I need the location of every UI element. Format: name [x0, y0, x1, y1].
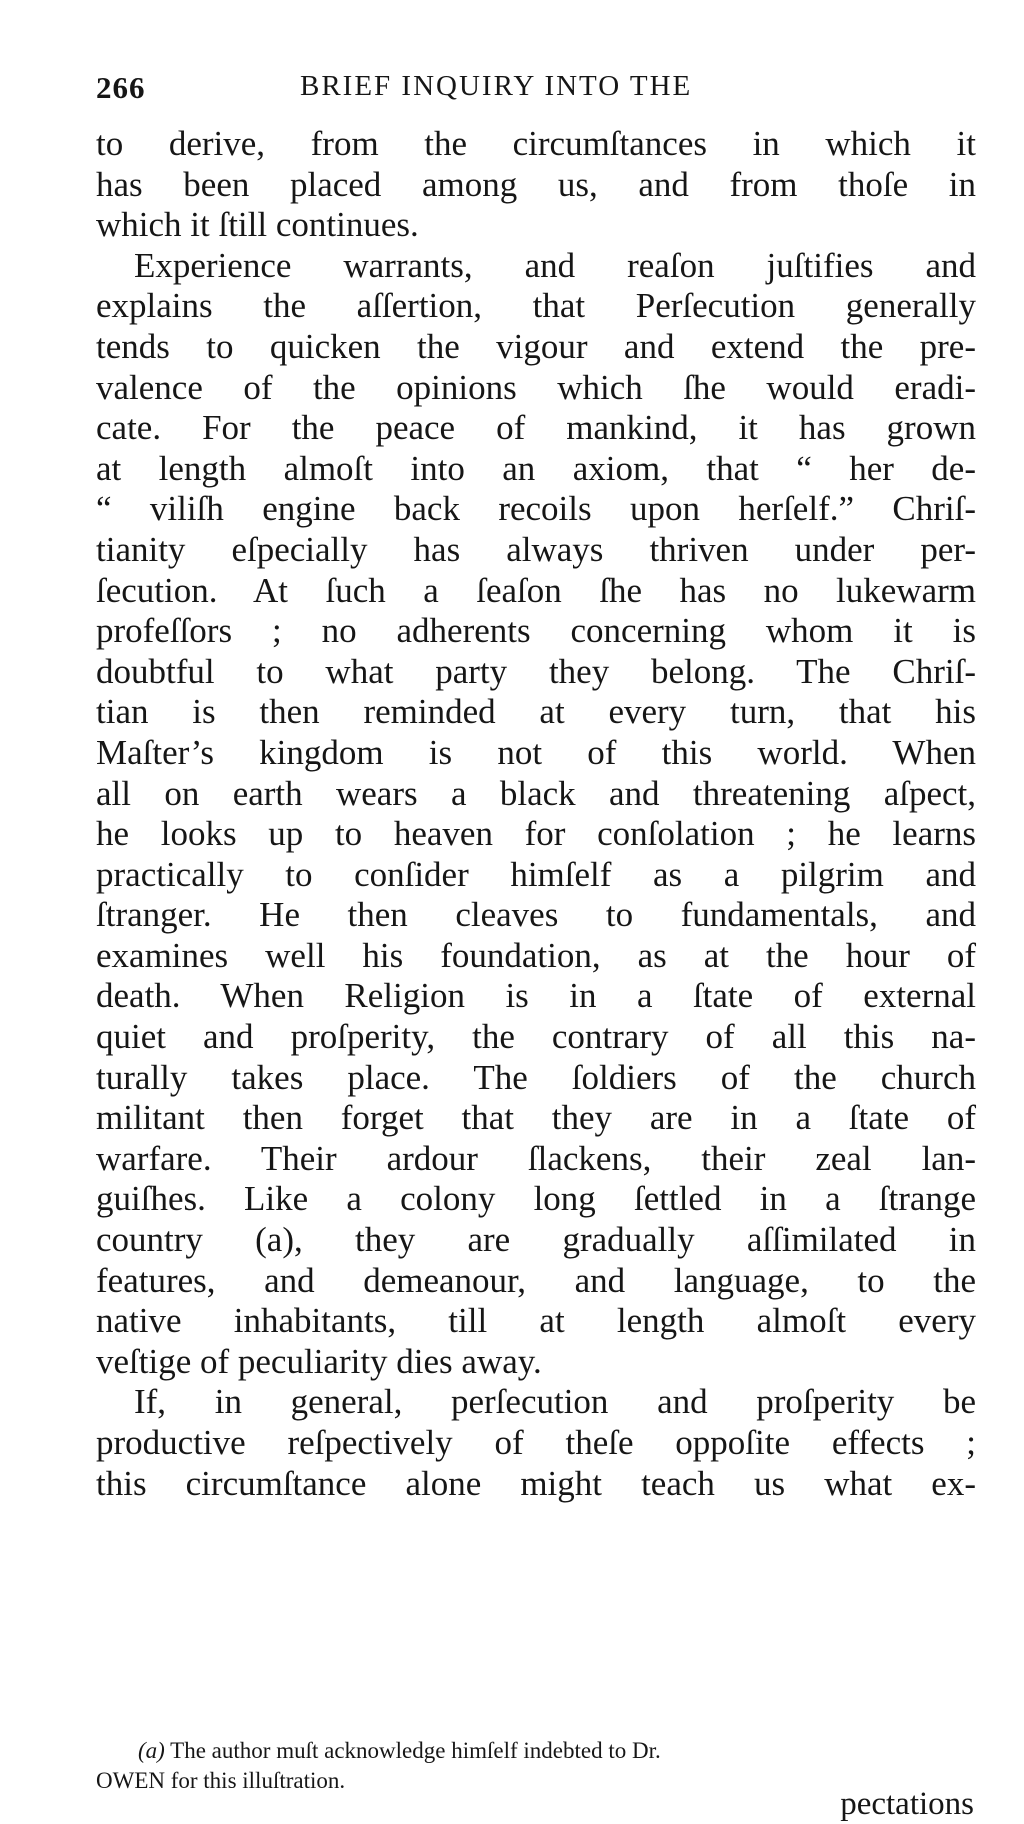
text-line: native inhabitants, till at length almoſt every	[96, 1301, 976, 1341]
running-head: BRIEF INQUIRY INTO THE	[300, 70, 693, 102]
footnote-marker: (a)	[138, 1738, 165, 1763]
text-line: this circumſtance alone might teach us what ex-	[96, 1463, 976, 1503]
text-line: which it ſtill continues.	[96, 205, 419, 245]
text-line: productive reſpectively of theſe oppoſite effects ;	[96, 1423, 976, 1462]
text-line: to derive, from the circumſtances in which it	[96, 124, 976, 163]
footnote-text: The author muſt acknowledge himſelf indebted to Dr.	[170, 1738, 661, 1763]
text-line: ſecution. At ſuch a ſeaſon ſhe has no lukewarm	[96, 570, 976, 610]
text-line: tianity eſpecially has always thriven under per-	[96, 529, 976, 569]
text-line: examines well his foundation, as at the hour of	[96, 935, 976, 975]
text-line: veſtige of peculiarity dies away.	[96, 1341, 542, 1381]
text-line: Maſter’s kingdom is not of this world. When	[96, 732, 976, 772]
page-header	[96, 70, 976, 110]
text-line: has been placed among us, and from thoſe in	[96, 164, 976, 204]
text-line: all on earth wears a black and threatening aſpect,	[96, 773, 976, 813]
text-line: practically to conſider himſelf as a pilgrim and	[96, 854, 976, 894]
text-line: features, and demeanour, and language, to the	[96, 1260, 976, 1300]
text-line: cate. For the peace of mankind, it has grown	[96, 408, 976, 448]
text-line: ſtranger. He then cleaves to fundamentals, and	[96, 895, 976, 935]
text-line: country (a), they are gradually aſſimilated in	[96, 1220, 976, 1260]
text-line: tends to quicken the vigour and extend the pre-	[96, 326, 976, 366]
body-text	[96, 124, 976, 1504]
footnote-line	[96, 1736, 976, 1766]
text-line: guiſhes. Like a colony long ſettled in a ſtrange	[96, 1179, 976, 1219]
text-line: militant then forget that they are in a ſtate of	[96, 1098, 976, 1138]
text-line: death. When Religion is in a ſtate of external	[96, 976, 976, 1016]
text-line: explains the aſſertion, that Perſecution generally	[96, 286, 976, 326]
text-line: quiet and proſperity, the contrary of all this na-	[96, 1017, 976, 1057]
footnote-line: OWEN for this illuſtration.	[96, 1768, 346, 1793]
text-line: doubtful to what party they belong. The Chriſ-	[96, 651, 976, 691]
catchword: pectations	[840, 1786, 974, 1822]
text-line: warfare. Their ardour ſlackens, their zeal lan-	[96, 1138, 976, 1178]
text-line: valence of the opinions which ſhe would eradi-	[96, 367, 976, 407]
text-line: Experience warrants, and reaſon juſtifies and	[134, 245, 976, 285]
text-line: “ viliſh engine back recoils upon herſelf.” Chriſ-	[96, 489, 976, 529]
text-line: at length almoſt into an axiom, that “ her de-	[96, 448, 976, 488]
text-line: he looks up to heaven for conſolation ; he learns	[96, 814, 976, 854]
text-line: If, in general, perſecution and proſperity be	[134, 1382, 976, 1422]
page-number: 266	[96, 70, 146, 105]
text-line: profeſſors ; no adherents concerning whom it is	[96, 611, 976, 651]
text-line: tian is then reminded at every turn, that his	[96, 692, 976, 732]
text-line: turally takes place. The ſoldiers of the church	[96, 1057, 976, 1097]
